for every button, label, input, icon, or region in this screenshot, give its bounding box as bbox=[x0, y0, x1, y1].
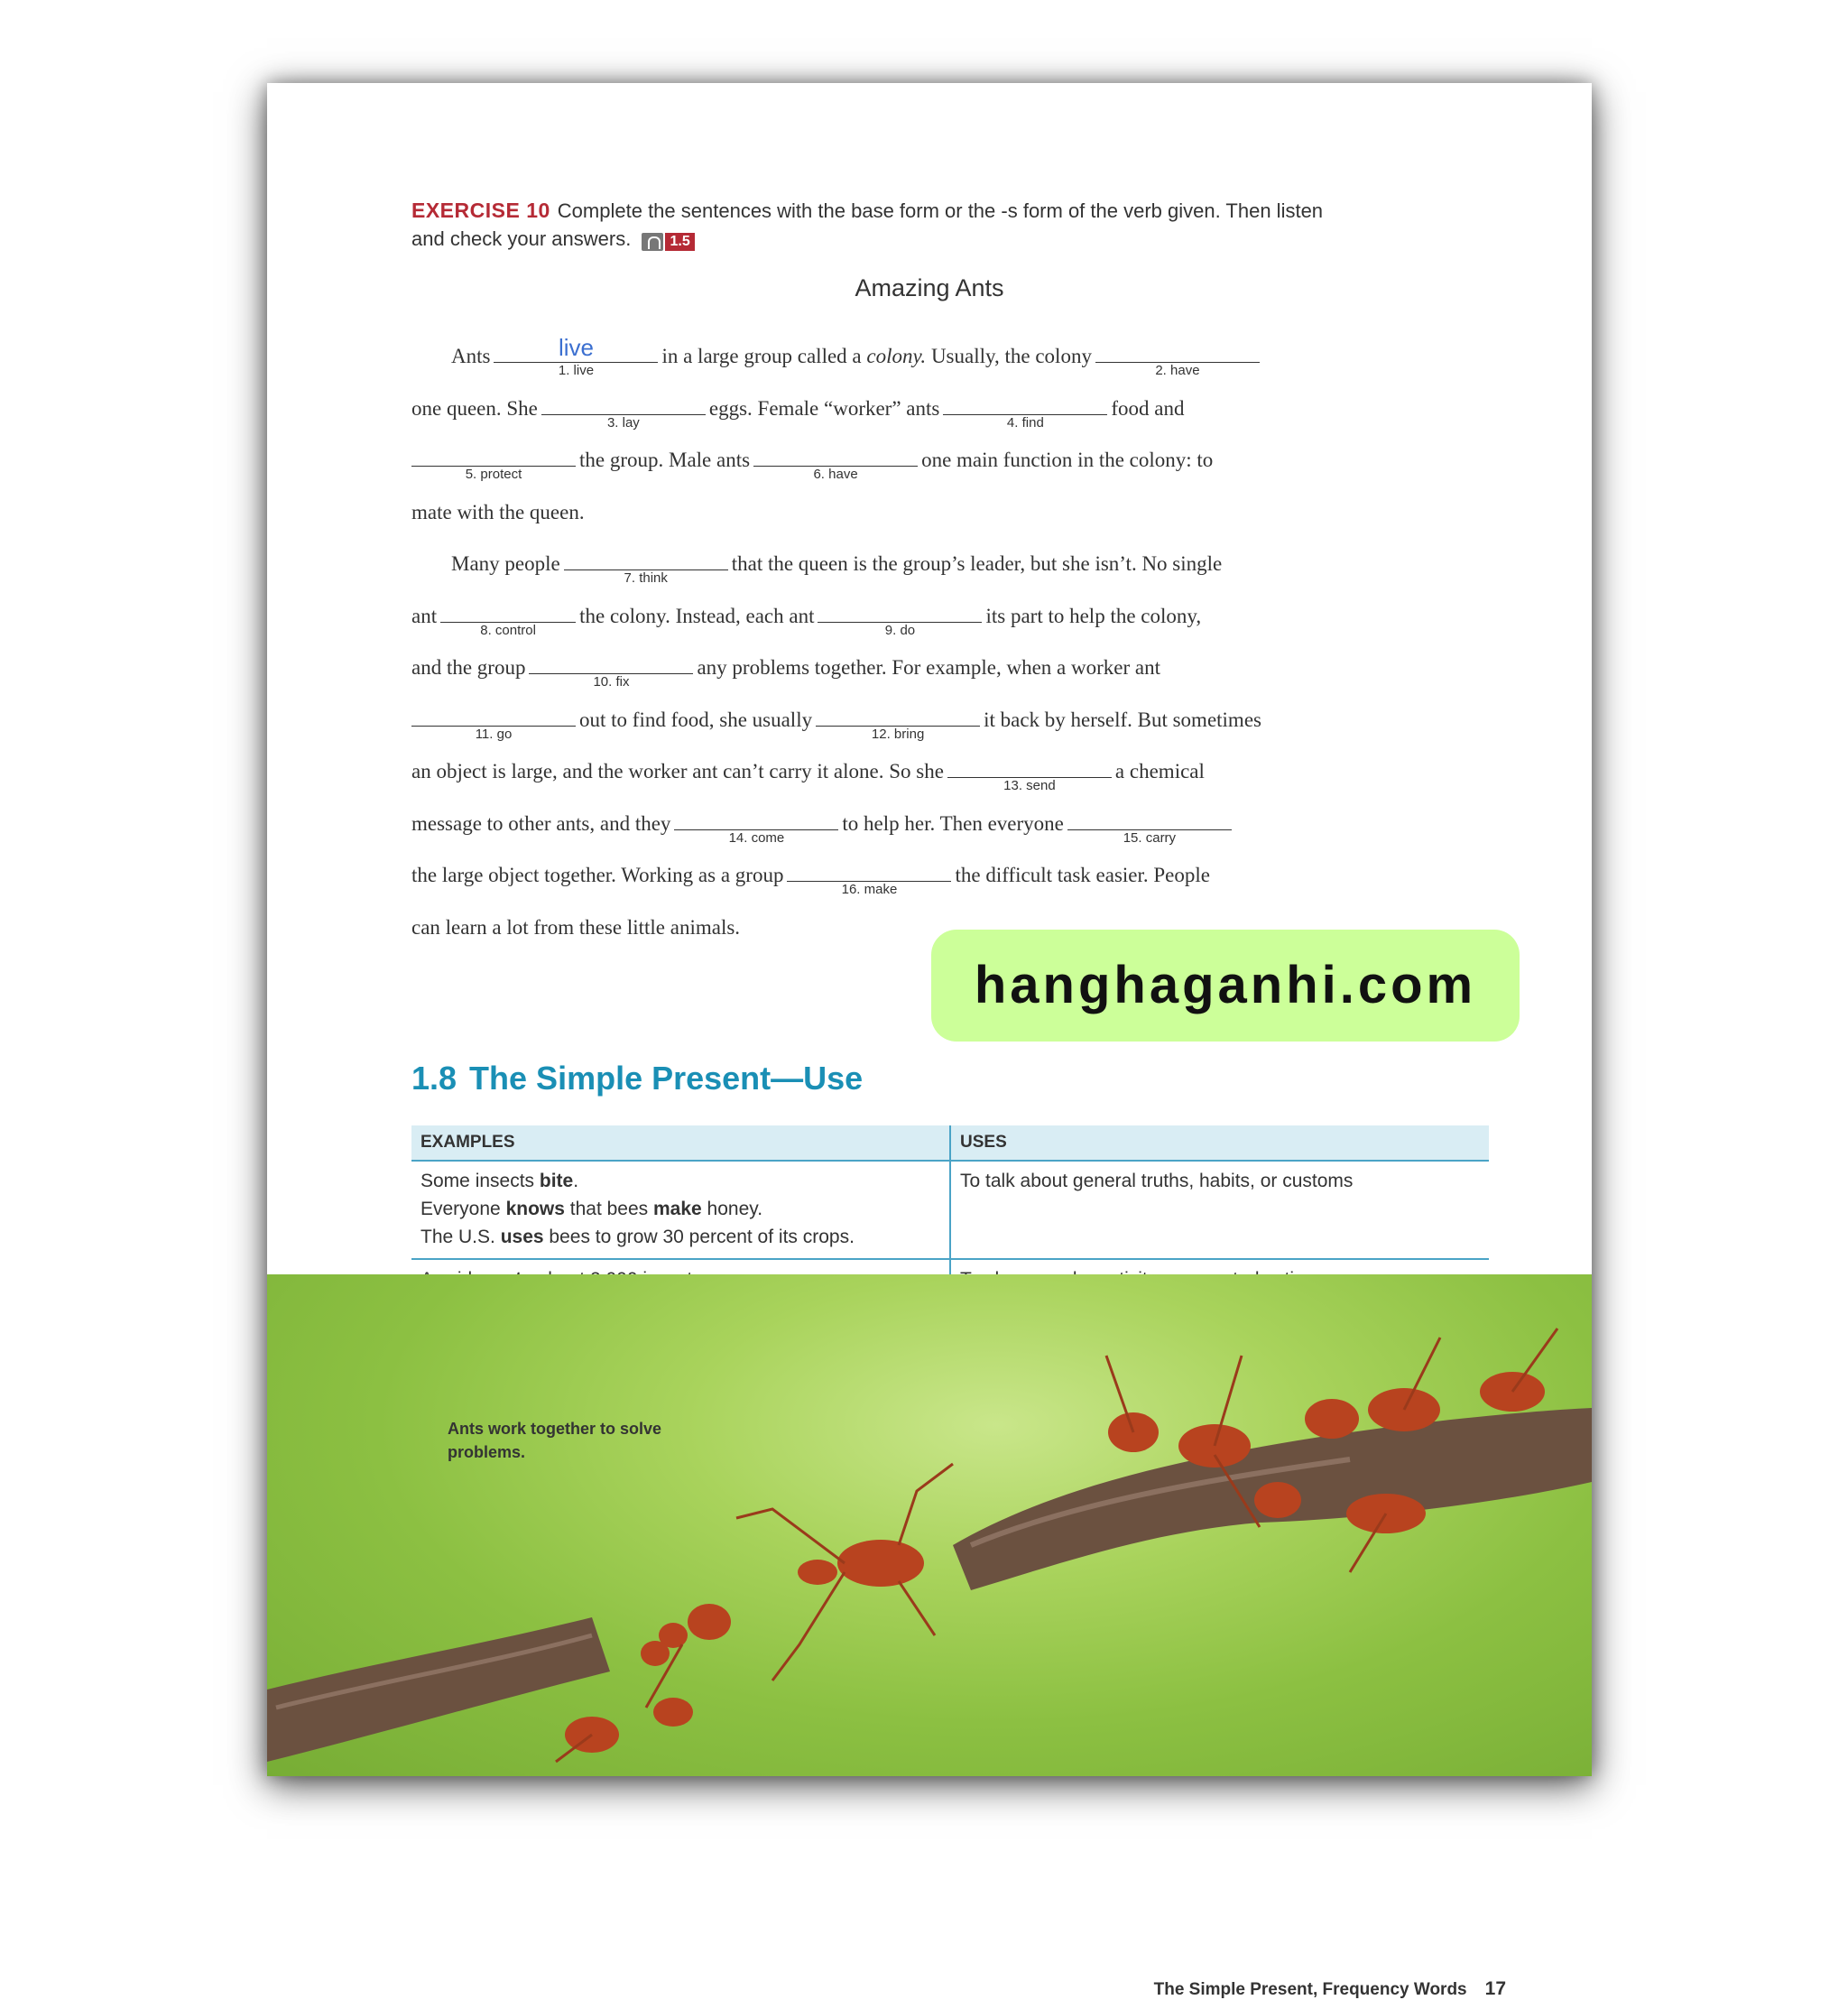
verb-hint: 9. do bbox=[884, 622, 916, 638]
passage-text: in a large group called a bbox=[661, 345, 862, 367]
audio-track-number: 1.5 bbox=[665, 233, 694, 251]
passage-text: food and bbox=[1111, 396, 1185, 420]
exercise-header bbox=[411, 197, 1350, 255]
answer-blank-12[interactable] bbox=[816, 700, 980, 742]
passage-text: out to find food, she usually bbox=[579, 708, 813, 731]
verb-hint: 6. have bbox=[813, 467, 858, 482]
page-number: 17 bbox=[1484, 1978, 1506, 1999]
answer-blank-10[interactable] bbox=[529, 648, 693, 690]
table-row bbox=[411, 1161, 1489, 1259]
chapter-title: The Simple Present, Frequency Words bbox=[1153, 1980, 1467, 1999]
passage-text: eggs. Female “worker” ants bbox=[708, 396, 940, 420]
column-header-examples: EXAMPLES bbox=[411, 1125, 950, 1161]
exercise-instructions: Complete the sentences with the base form or the -s form of the verb given. Then listen and check your answers. bbox=[411, 199, 1324, 250]
verb-hint: 3. lay bbox=[606, 414, 640, 431]
photo-caption: Ants work together to solve problems. bbox=[448, 1420, 662, 1461]
branch-left bbox=[267, 1617, 610, 1762]
paragraph-2 bbox=[411, 538, 1350, 953]
paragraph-1 bbox=[411, 330, 1350, 538]
passage-text: ant bbox=[411, 604, 438, 627]
answer-blank-2[interactable] bbox=[1095, 337, 1260, 378]
verb-hint: 4. find bbox=[1006, 414, 1044, 431]
answer-blank-14[interactable] bbox=[674, 804, 838, 846]
answer-blank-6[interactable] bbox=[753, 440, 918, 482]
watermark-badge: hanghaganhi.com bbox=[931, 930, 1520, 1042]
answer-blank-11[interactable] bbox=[411, 700, 576, 742]
section-title-text: The Simple Present—Use bbox=[469, 1060, 864, 1097]
section-number: 1.8 bbox=[411, 1060, 457, 1097]
passage-text: that the queen is the group’s leader, but she isn’t. No single bbox=[731, 552, 1223, 575]
verb-hint: 1. live bbox=[558, 363, 595, 378]
answer-blank-16[interactable] bbox=[787, 856, 951, 897]
passage-text: any problems together. For example, when a worker ant bbox=[697, 656, 1160, 679]
headphones-icon bbox=[642, 233, 663, 251]
passage-text: to help her. Then everyone bbox=[842, 811, 1064, 835]
answer-blank-4[interactable] bbox=[943, 389, 1107, 431]
verb-hint: 11. go bbox=[475, 726, 513, 742]
verb-hint: 15. carry bbox=[1123, 829, 1177, 846]
example-sentence: Everyone knows that bees make honey. bbox=[420, 1199, 763, 1219]
verb-hint: 2. have bbox=[1155, 363, 1200, 378]
passage-text: one queen. She bbox=[411, 396, 538, 420]
answer-text: live bbox=[558, 334, 594, 361]
exercise-passage bbox=[411, 330, 1350, 953]
passage-italic-word: colony. bbox=[866, 345, 927, 367]
verb-hint: 13. send bbox=[1003, 778, 1056, 793]
passage-text: and the group bbox=[411, 656, 526, 679]
passage-text: Many people bbox=[451, 552, 560, 575]
passage-text: one main function in the colony: to bbox=[921, 449, 1214, 471]
example-sentence: The U.S. uses bees to grow 30 percent of its crops. bbox=[420, 1227, 855, 1247]
answer-blank-8[interactable] bbox=[440, 597, 576, 638]
example-sentence: Some insects bite. bbox=[420, 1171, 579, 1191]
verb-hint: 12. bring bbox=[871, 726, 925, 742]
audio-track-badge[interactable] bbox=[642, 227, 694, 255]
passage-text: mate with the queen. bbox=[411, 500, 585, 523]
answer-blank-7[interactable] bbox=[564, 544, 728, 586]
verb-hint: 8. control bbox=[480, 622, 536, 638]
passage-text: an object is large, and the worker ant can’t carry it alone. So she bbox=[411, 760, 944, 782]
verb-hint: 14. come bbox=[728, 829, 785, 846]
answer-blank-3[interactable] bbox=[541, 389, 706, 431]
verb-hint: 16. make bbox=[841, 882, 898, 897]
passage-text: it back by herself. But sometimes bbox=[984, 708, 1261, 731]
ants-photo bbox=[267, 1274, 1592, 1999]
verb-hint: 7. think bbox=[624, 570, 668, 586]
verb-hint: 10. fix bbox=[593, 674, 630, 690]
answer-blank-13[interactable] bbox=[947, 752, 1112, 793]
story-title: Amazing Ants bbox=[855, 274, 1004, 301]
passage-text: a chemical bbox=[1114, 760, 1205, 782]
passage-text: the large object together. Working as a group bbox=[411, 864, 784, 886]
answer-blank-9[interactable] bbox=[818, 597, 982, 638]
answer-blank-1[interactable] bbox=[494, 334, 658, 378]
exercise-label: EXERCISE 10 bbox=[411, 199, 550, 222]
examples-cell bbox=[411, 1161, 950, 1259]
passage-text: message to other ants, and they bbox=[411, 811, 671, 835]
passage-text: can learn a lot from these little animals. bbox=[411, 915, 741, 939]
passage-text: the group. Male ants bbox=[579, 449, 751, 471]
page-footer bbox=[1154, 1978, 1506, 2000]
passage-text: the difficult task easier. People bbox=[955, 864, 1210, 886]
table-header-row bbox=[411, 1125, 1489, 1161]
ants-on-branch-illustration bbox=[267, 1274, 1592, 1776]
uses-cell: To talk about general truths, habits, or customs bbox=[950, 1161, 1489, 1259]
answer-blank-5[interactable] bbox=[411, 440, 576, 482]
passage-text: Ants bbox=[451, 345, 491, 367]
answer-blank-15[interactable] bbox=[1067, 804, 1232, 846]
column-header-uses: USES bbox=[950, 1125, 1489, 1161]
passage-text: the colony. Instead, each ant bbox=[579, 604, 815, 627]
section-heading bbox=[411, 1060, 863, 1097]
passage-text: its part to help the colony, bbox=[985, 604, 1202, 627]
verb-hint: 5. protect bbox=[465, 467, 522, 482]
passage-text: Usually, the colony bbox=[930, 345, 1092, 367]
